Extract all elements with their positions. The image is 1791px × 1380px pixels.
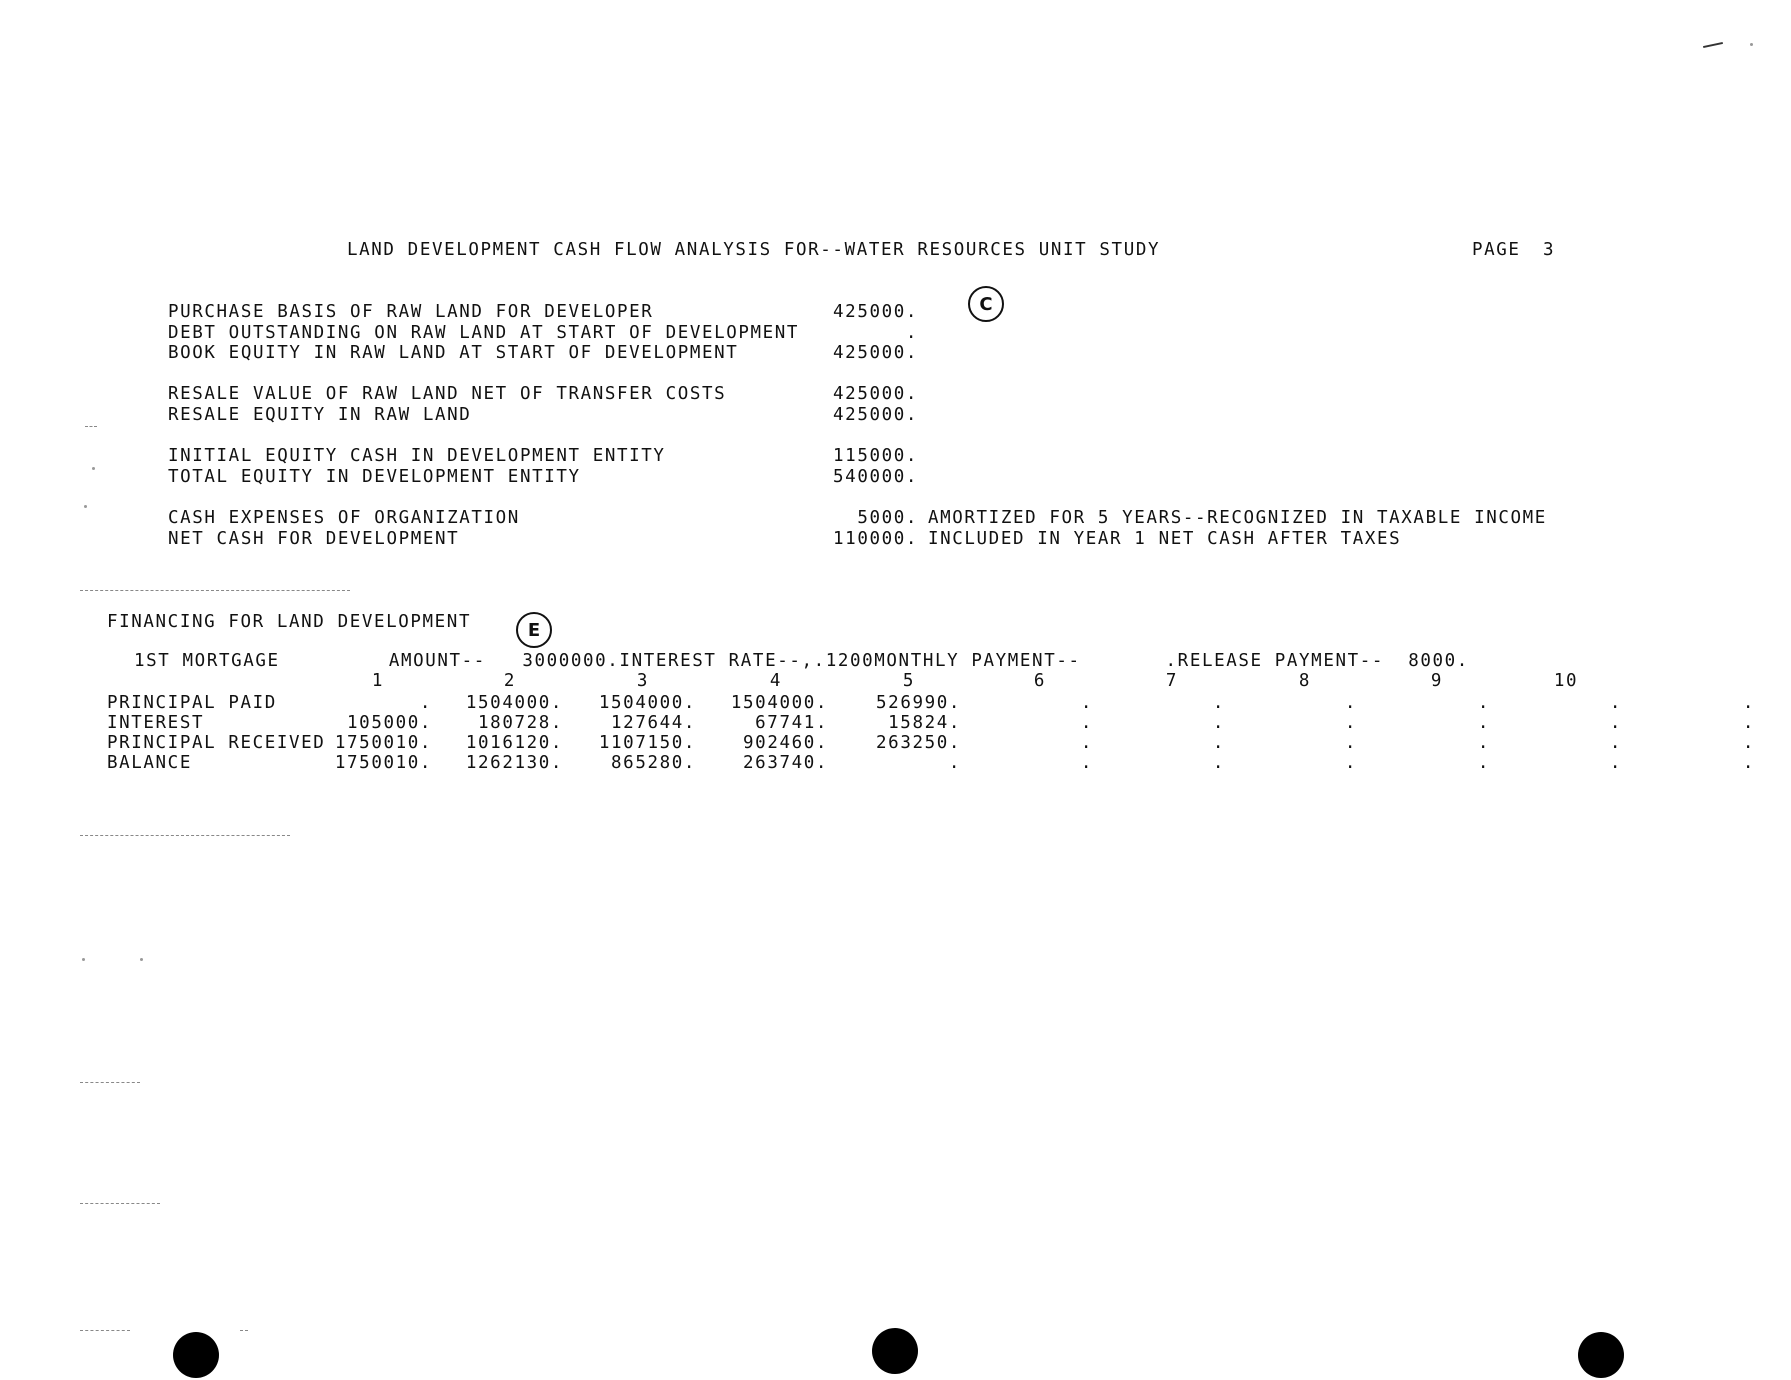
- scan-rule-mark: [80, 835, 290, 836]
- summary-note: INCLUDED IN YEAR 1 NET CASH AFTER TAXES: [928, 529, 1402, 549]
- scan-rule-mark: [80, 1330, 130, 1331]
- financing-cell: 105000.: [347, 713, 432, 733]
- financing-cell: .: [1212, 713, 1225, 733]
- financing-cell: 865280.: [611, 753, 696, 773]
- financing-cell: .: [1477, 713, 1490, 733]
- financing-cell: .: [1609, 693, 1622, 713]
- financing-cell: 1504000.: [465, 693, 563, 713]
- summary-label: DEBT OUTSTANDING ON RAW LAND AT START OF DEVELOPMENT: [168, 323, 800, 343]
- circle-c-label: C: [979, 293, 993, 315]
- year-column-header: 10: [1553, 671, 1579, 691]
- page-number: 3: [1543, 240, 1556, 260]
- scan-speck: [140, 958, 143, 961]
- circle-e-label: E: [527, 619, 541, 641]
- summary-label: PURCHASE BASIS OF RAW LAND FOR DEVELOPER: [168, 302, 654, 322]
- financing-row-label: INTEREST: [107, 713, 205, 733]
- financing-cell: 263740.: [743, 753, 828, 773]
- financing-cell: .: [1742, 753, 1755, 773]
- financing-cell: 1750010.: [334, 753, 432, 773]
- scan-rule-mark: [80, 1203, 160, 1204]
- circle-e-marker: [516, 612, 552, 648]
- financing-title: FINANCING FOR LAND DEVELOPMENT: [107, 612, 472, 632]
- financing-row-label: PRINCIPAL PAID: [107, 693, 277, 713]
- binder-hole-center: [872, 1328, 918, 1374]
- financing-cell: .: [1344, 733, 1357, 753]
- year-column-header: 9: [1430, 671, 1444, 691]
- scan-rule-mark: [80, 590, 350, 591]
- financing-cell: 526990.: [876, 693, 961, 713]
- financing-cell: 15824.: [888, 713, 961, 733]
- financing-cell: 1016120.: [465, 733, 563, 753]
- summary-value: .: [905, 323, 918, 343]
- year-column-header: 2: [503, 671, 517, 691]
- binder-hole-left: [173, 1332, 219, 1378]
- summary-note: AMORTIZED FOR 5 YEARS--RECOGNIZED IN TAXABLE INCOME: [928, 508, 1547, 528]
- financing-cell: 1504000.: [598, 693, 696, 713]
- page-label: PAGE: [1472, 240, 1521, 260]
- summary-label: NET CASH FOR DEVELOPMENT: [168, 529, 460, 549]
- financing-cell: 127644.: [611, 713, 696, 733]
- scan-rule-mark: [240, 1330, 248, 1331]
- financing-cell: .: [1742, 733, 1755, 753]
- financing-cell: .: [1344, 713, 1357, 733]
- financing-cell: 67741.: [755, 713, 828, 733]
- mortgage-line: 1ST MORTGAGE AMOUNT-- 3000000.INTEREST RATE--,.1200MONTHLY PAYMENT-- .RELEASE PAYMENT-- 8000.: [134, 651, 1469, 671]
- financing-cell: .: [1080, 753, 1093, 773]
- scan-rule-mark: [80, 1082, 140, 1083]
- financing-cell: .: [1609, 753, 1622, 773]
- circle-c-marker: [968, 286, 1004, 322]
- financing-cell: 1504000.: [730, 693, 828, 713]
- financing-row-label: PRINCIPAL RECEIVED: [107, 733, 326, 753]
- financing-cell: .: [1477, 693, 1490, 713]
- summary-value: 110000.: [833, 529, 918, 549]
- binder-hole-right: [1578, 1332, 1624, 1378]
- year-column-header: 7: [1165, 671, 1179, 691]
- financing-cell: .: [1609, 713, 1622, 733]
- summary-value: 425000.: [833, 343, 918, 363]
- scan-speck: [82, 958, 85, 961]
- financing-cell: 180728.: [478, 713, 563, 733]
- financing-cell: .: [1477, 753, 1490, 773]
- financing-cell: .: [1609, 733, 1622, 753]
- financing-cell: 1262130.: [465, 753, 563, 773]
- report-title: LAND DEVELOPMENT CASH FLOW ANALYSIS FOR--WATER RESOURCES UNIT STUDY: [347, 240, 1161, 260]
- financing-cell: .: [1212, 733, 1225, 753]
- summary-label: RESALE VALUE OF RAW LAND NET OF TRANSFER COSTS: [168, 384, 727, 404]
- year-column-header: 1: [371, 671, 385, 691]
- year-column-header: 8: [1298, 671, 1312, 691]
- summary-value: 5000.: [857, 508, 918, 528]
- year-column-header: 4: [769, 671, 783, 691]
- summary-value: 425000.: [833, 405, 918, 425]
- year-column-header: 6: [1033, 671, 1047, 691]
- summary-value: 425000.: [833, 384, 918, 404]
- financing-row-label: BALANCE: [107, 753, 192, 773]
- summary-label: BOOK EQUITY IN RAW LAND AT START OF DEVELOPMENT: [168, 343, 739, 363]
- financing-cell: 1750010.: [334, 733, 432, 753]
- financing-cell: .: [1742, 713, 1755, 733]
- financing-cell: .: [1344, 693, 1357, 713]
- financing-cell: .: [1477, 733, 1490, 753]
- summary-value: 115000.: [833, 446, 918, 466]
- financing-cell: .: [948, 753, 961, 773]
- financing-cell: .: [1742, 693, 1755, 713]
- scan-corner-mark: [1703, 42, 1723, 48]
- financing-cell: .: [1080, 733, 1093, 753]
- scan-speck: [84, 505, 87, 508]
- summary-value: 425000.: [833, 302, 918, 322]
- financing-cell: 263250.: [876, 733, 961, 753]
- summary-label: RESALE EQUITY IN RAW LAND: [168, 405, 472, 425]
- financing-cell: .: [1080, 713, 1093, 733]
- scan-speck: [92, 467, 95, 470]
- scan-speck: [1750, 43, 1753, 46]
- summary-label: INITIAL EQUITY CASH IN DEVELOPMENT ENTITY: [168, 446, 666, 466]
- financing-cell: 1107150.: [598, 733, 696, 753]
- year-column-header: 5: [902, 671, 916, 691]
- summary-value: 540000.: [833, 467, 918, 487]
- year-column-header: 3: [636, 671, 650, 691]
- scan-rule-mark: [85, 426, 97, 427]
- financing-cell: .: [419, 693, 432, 713]
- financing-cell: .: [1212, 753, 1225, 773]
- financing-cell: 902460.: [743, 733, 828, 753]
- summary-label: TOTAL EQUITY IN DEVELOPMENT ENTITY: [168, 467, 581, 487]
- summary-label: CASH EXPENSES OF ORGANIZATION: [168, 508, 520, 528]
- financing-cell: .: [1080, 693, 1093, 713]
- financing-cell: .: [1212, 693, 1225, 713]
- financing-cell: .: [1344, 753, 1357, 773]
